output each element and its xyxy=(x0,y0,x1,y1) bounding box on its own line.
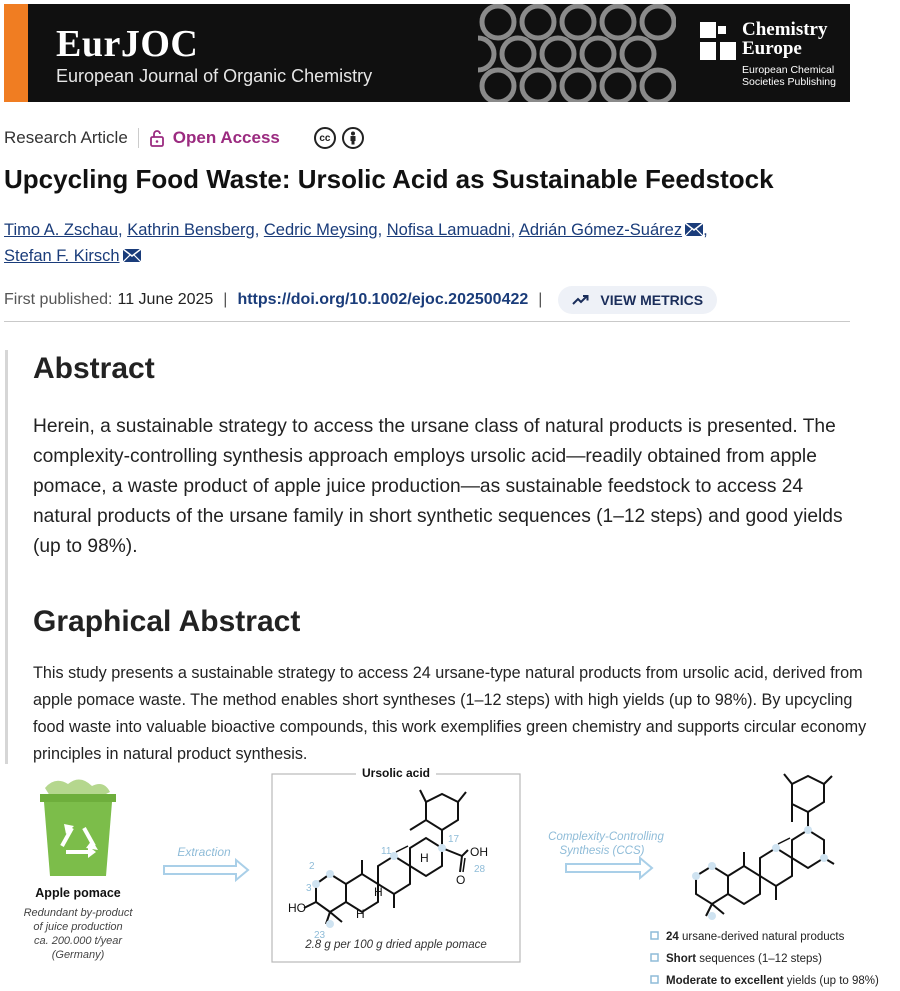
author-link[interactable]: Stefan F. Kirsch xyxy=(4,247,120,265)
atom-label: H xyxy=(420,851,429,865)
divider: | xyxy=(538,291,543,308)
extraction-arrow xyxy=(164,860,248,880)
doi-link[interactable]: https://doi.org/10.1002/ejoc.202500422 xyxy=(237,291,529,308)
pomace-desc-line: Redundant by-product xyxy=(23,907,133,919)
author-link[interactable]: Nofisa Lamuadni xyxy=(386,221,511,239)
recycle-bin-icon xyxy=(40,779,116,876)
author-list: Timo A. Zschau, Kathrin Bensberg, Cedric Meysing, Nofisa Lamuadni, Adrián Gómez‐Suárez , Stefan F. Kirsch xyxy=(4,221,708,265)
pomace-desc-line: (Germany) xyxy=(51,949,105,961)
atom-label: 17 xyxy=(448,834,460,845)
article-title: Upcycling Food Waste: Ursolic Acid as Sustainable Feedstock xyxy=(4,164,774,194)
ccs-label: Synthesis (CCS) xyxy=(559,845,645,857)
ccs-label: Complexity-Controlling xyxy=(548,831,664,843)
bullet-text: Short sequences (1–12 steps) xyxy=(666,953,822,965)
atom-label: H xyxy=(356,907,365,921)
author-link[interactable]: Adrián Gómez‐Suárez xyxy=(518,221,683,239)
atom-label: 28 xyxy=(474,864,486,875)
first-published-label: First published: xyxy=(4,291,113,308)
atom-label: O xyxy=(456,873,466,887)
article-type: Research Article xyxy=(4,128,128,147)
ursane-skeleton-structure xyxy=(696,774,834,916)
bullet-text: 24 ursane-derived natural products xyxy=(666,931,845,943)
attribution-icon[interactable] xyxy=(342,127,364,149)
divider: | xyxy=(223,291,228,308)
atom-label: HO xyxy=(288,901,306,915)
trending-up-icon xyxy=(572,294,590,306)
bullet-icon xyxy=(651,932,658,939)
atom-label: 23 xyxy=(314,930,326,941)
extraction-label: Extraction xyxy=(177,845,231,859)
first-published-date: 11 June 2025 xyxy=(117,291,214,308)
bullet-text: Moderate to excellent yields (up to 98%) xyxy=(666,975,879,987)
publisher-subtitle: European Chemical Societies Publishing xyxy=(742,64,836,88)
atom-label: H xyxy=(374,885,383,899)
ursolic-acid-structure xyxy=(304,790,468,924)
header-divider xyxy=(4,321,850,322)
journal-banner[interactable] xyxy=(4,4,850,102)
publication-info-row xyxy=(4,286,717,314)
ccs-arrow xyxy=(566,858,652,878)
banner-accent-stripe xyxy=(4,4,28,102)
journal-short-name: EurJOC xyxy=(56,23,199,65)
author-link[interactable]: Timo A. Zschau xyxy=(4,221,119,239)
graphical-abstract-figure[interactable] xyxy=(0,766,900,991)
bullet-icon xyxy=(651,954,658,961)
author-link[interactable]: Cedric Meysing xyxy=(263,221,378,239)
publisher-name: Chemistry Europe xyxy=(742,19,828,59)
open-access-label[interactable]: Open Access xyxy=(172,128,280,147)
view-metrics-label: VIEW METRICS xyxy=(600,292,704,308)
envelope-icon[interactable] xyxy=(123,249,141,262)
ursolic-acid-caption: 2.8 g per 100 g dried apple pomace xyxy=(305,939,487,951)
graphical-abstract-text: This study presents a sustainable strategy to access 24 ursane‐type natural products from ursolic acid, derived from apple pomace waste. The method enables short syntheses (1–12 steps) with high yields (up to 98%). By upcycling food waste into valuable bioactive compounds, this work exemplifies green chemistry and supports circular economy principles in natural product synthesis. xyxy=(33,664,867,763)
graphical-abstract-heading: Graphical Abstract xyxy=(33,605,301,638)
chemistry-europe-logo-icon xyxy=(700,22,736,60)
abstract-side-bar xyxy=(5,350,8,764)
apple-pomace-title: Apple pomace xyxy=(35,886,121,900)
pomace-desc-line: of juice production xyxy=(33,921,123,933)
view-metrics-button[interactable] xyxy=(558,286,717,314)
license-icons[interactable] xyxy=(314,127,364,149)
atom-label: 3 xyxy=(306,883,312,894)
pomace-desc-line: ca. 200.000 t/year xyxy=(33,935,123,947)
divider xyxy=(138,128,139,148)
abstract-heading: Abstract xyxy=(33,352,155,385)
ursolic-acid-title: Ursolic acid xyxy=(361,766,431,780)
atom-label: 11 xyxy=(381,846,392,857)
article-type-row xyxy=(4,126,364,150)
bullet-icon xyxy=(651,976,658,983)
banner-pattern xyxy=(478,4,676,102)
envelope-icon[interactable] xyxy=(685,223,703,236)
creative-commons-icon[interactable]: cc xyxy=(314,127,336,149)
atom-label: OH xyxy=(470,845,488,859)
journal-full-name: European Journal of Organic Chemistry xyxy=(56,66,373,86)
abstract-text: Herein, a sustainable strategy to access the ursane class of natural products is presented. The complexity‐controlling synthesis approach employs ursolic acid—readily obtained from apple pomace, a waste product of apple juice production—as sustainable feedstock to access 24 natural products of the ursane family in short synthetic sequences (1–12 steps) and good yields (up to 98%). xyxy=(33,416,843,557)
author-link[interactable]: Kathrin Bensberg xyxy=(127,221,255,239)
open-lock-icon xyxy=(149,129,165,147)
atom-label: 2 xyxy=(309,861,315,872)
